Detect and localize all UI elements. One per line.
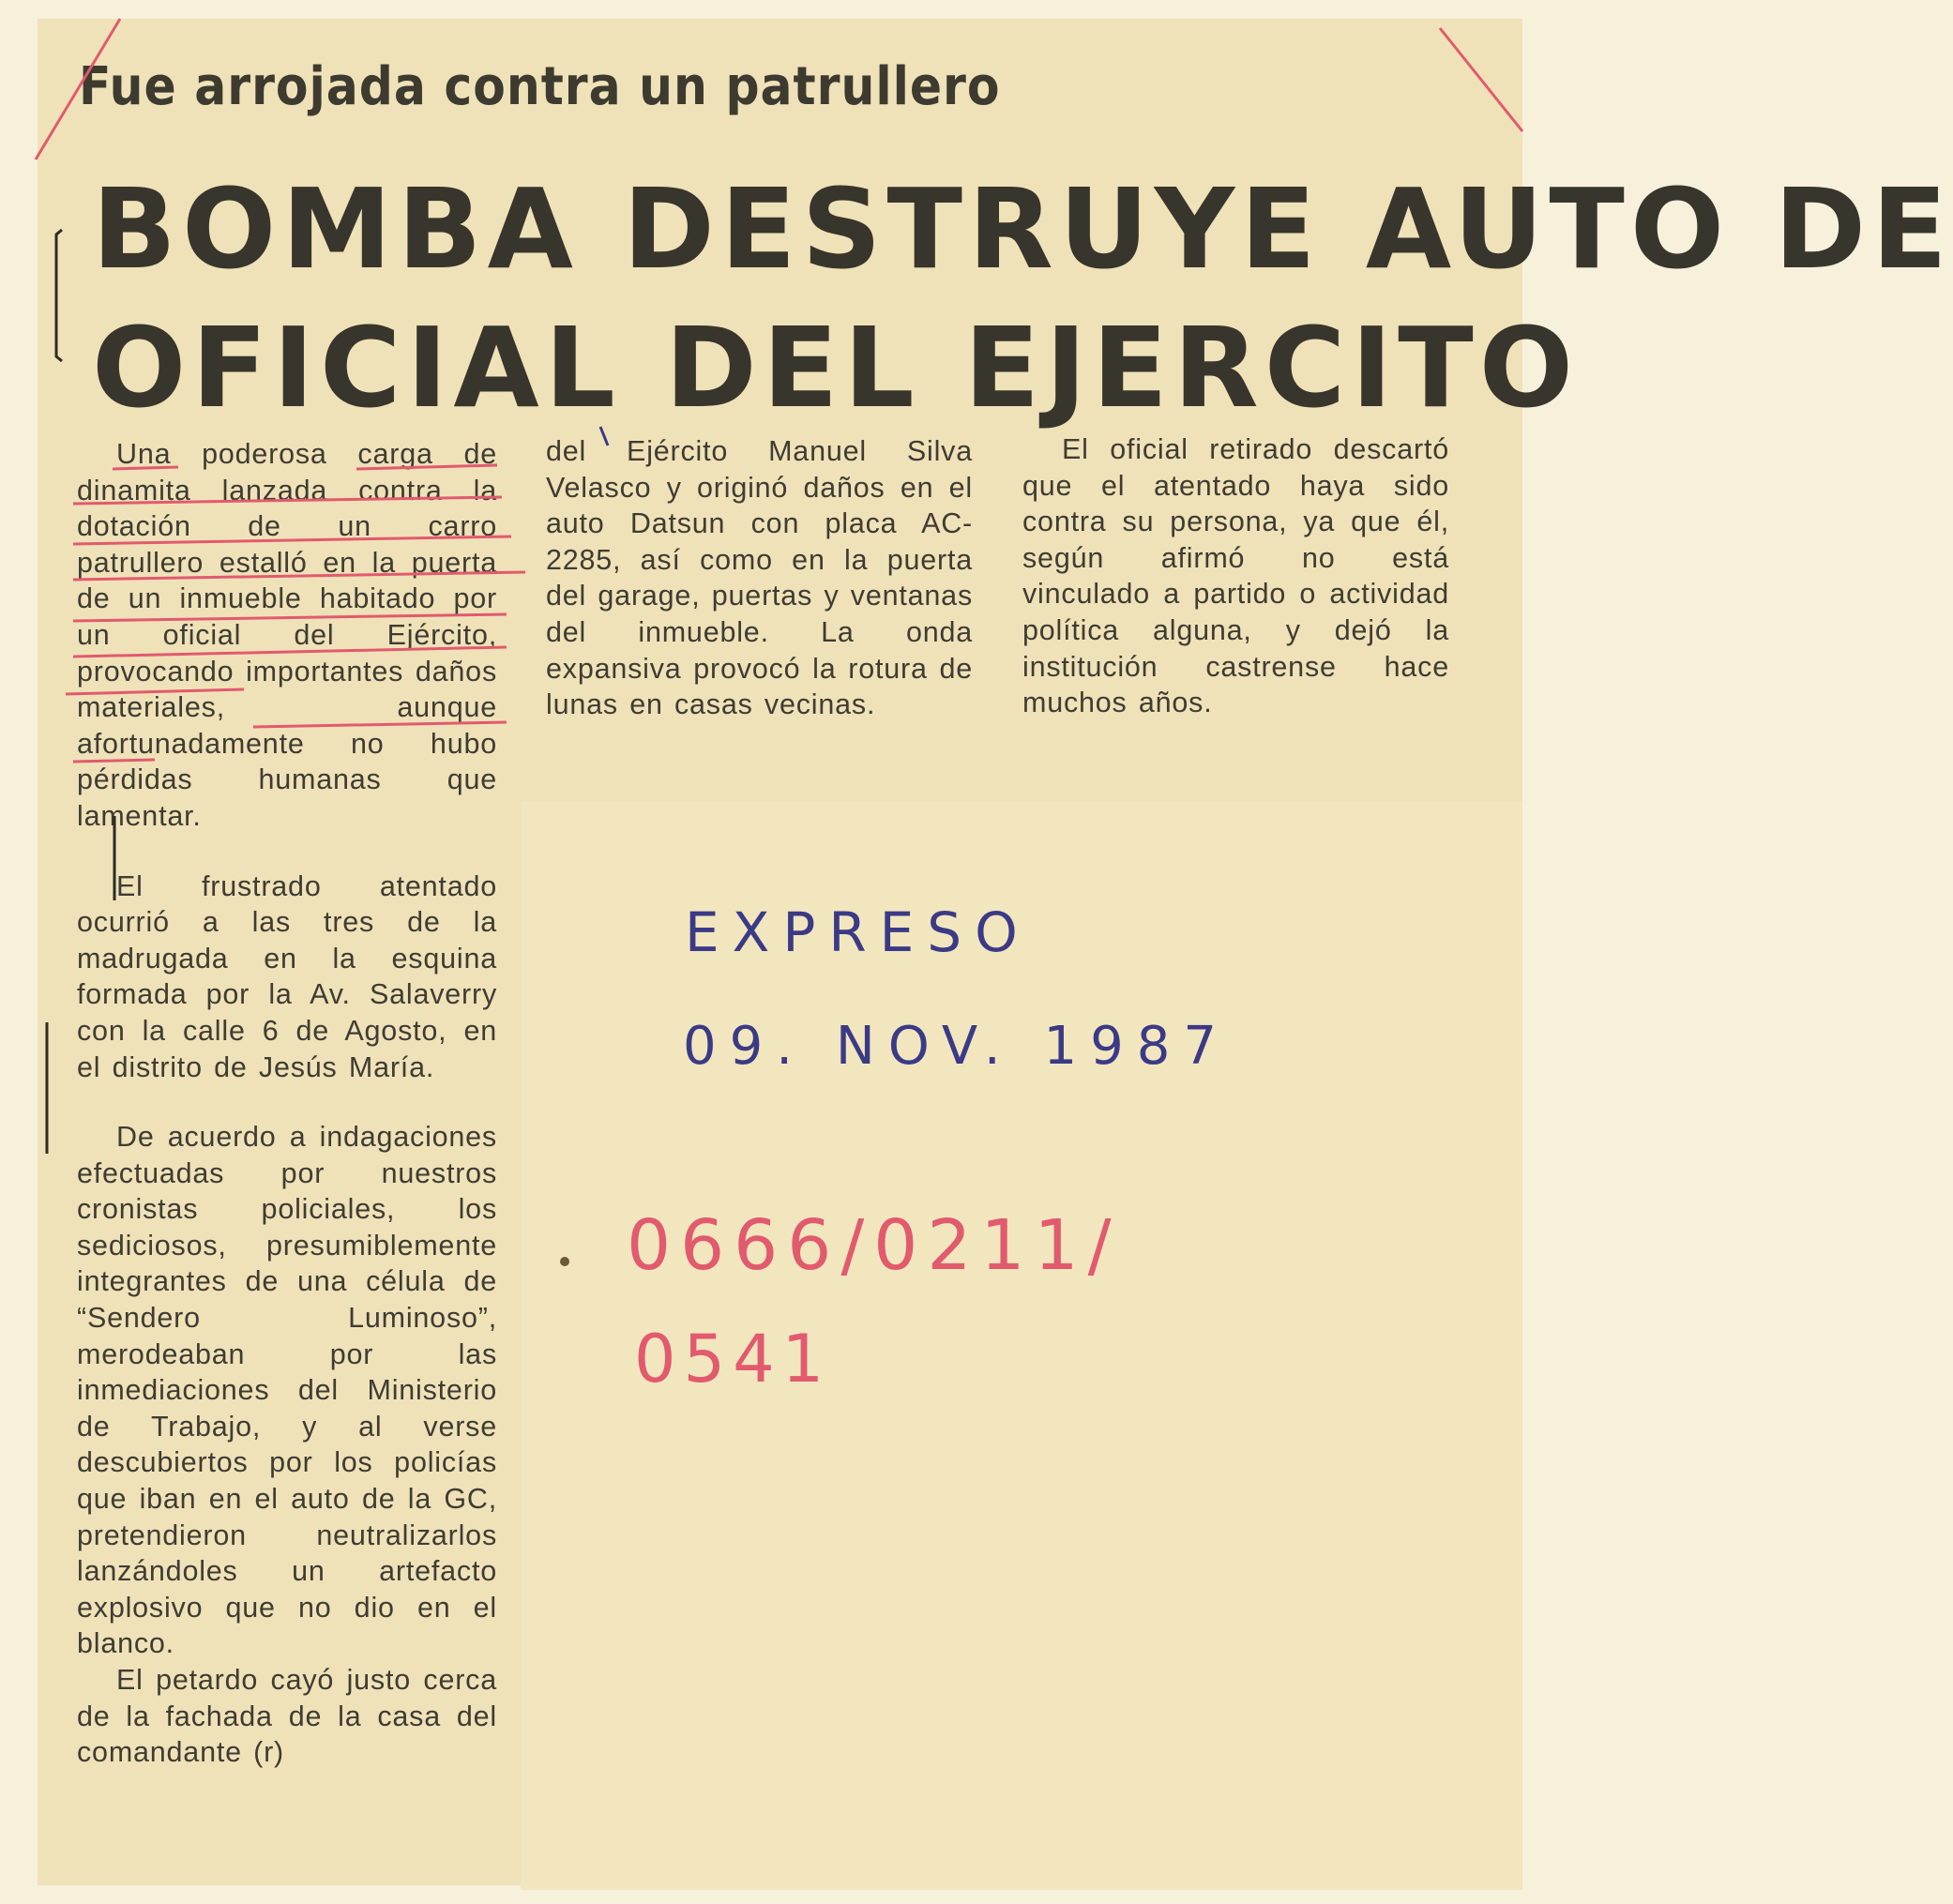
- article-kicker: Fue arrojada contra un patrullero: [79, 56, 1001, 117]
- handwritten-code-line-2: 0541: [634, 1321, 832, 1398]
- ink-dot: [560, 1257, 569, 1266]
- column-3-paragraph-1: El oficial retirado descartó que el atentado haya sido contra su persona, ya que él, según afirmó no está vinculado a partido o actividad política alguna, y dejó la institución castrense hace muchos años.: [1022, 433, 1449, 719]
- red-corner-mark-left: [36, 19, 120, 159]
- headline-line-2: OFICIAL DEL EJERCITO: [92, 303, 1580, 432]
- red-underlines: [66, 465, 525, 762]
- column-2-paragraph-1: del Ejército Manuel Silva Velasco y originó daños en el auto Datsun con placa AC-2285, así como en la puerta del garage, puertas y ventanas del inmueble. La onda expansiva provocó la rotura de lunas en casas vecinas.: [546, 435, 973, 721]
- column-1-paragraph-3: De acuerdo a indagaciones efectuadas por nuestros cronistas policiales, los sediciosos, presumiblemente integrantes de una célula de “Sendero Luminoso”, merodeaban por las inmediaciones del Ministerio de Trabajo, y al verse descubiertos por los policías que iban en el auto de la GC, pretendieron neutralizarlos lanzándoles un artefacto explosivo que no dio en el blanco.: [77, 1121, 497, 1660]
- column-1-paragraph-2: El frustrado atentado ocurrió a las tres de la madrugada en la esquina formada por la Av. Salaverry con la calle 6 de Agosto, en el distrito de Jesús María.: [77, 869, 497, 1083]
- handwritten-date: 09. NOV. 1987: [683, 1016, 1231, 1077]
- blue-pen-mark: [600, 427, 608, 446]
- column-1-paragraph-4: El petardo cayó justo cerca de la fachada de la casa del comandante (r): [77, 1664, 497, 1769]
- red-corner-mark-right: [1440, 28, 1522, 131]
- handwritten-source: EXPRESO: [685, 900, 1031, 964]
- headline-line-1: BOMBA DESTRUYE AUTO DE: [92, 164, 1953, 294]
- column-1-paragraph-1: Una poderosa carga de dinamita lanzada contra la dotación de un carro patrullero estalló en la puerta de un inmueble habitado por un oficial del Ejército, provocando importantes daños materiales, aunque afortunadamente no hubo pérdidas humanas que lamentar.: [77, 438, 497, 832]
- handwritten-code-line-1: 0666/0211/: [627, 1205, 1121, 1286]
